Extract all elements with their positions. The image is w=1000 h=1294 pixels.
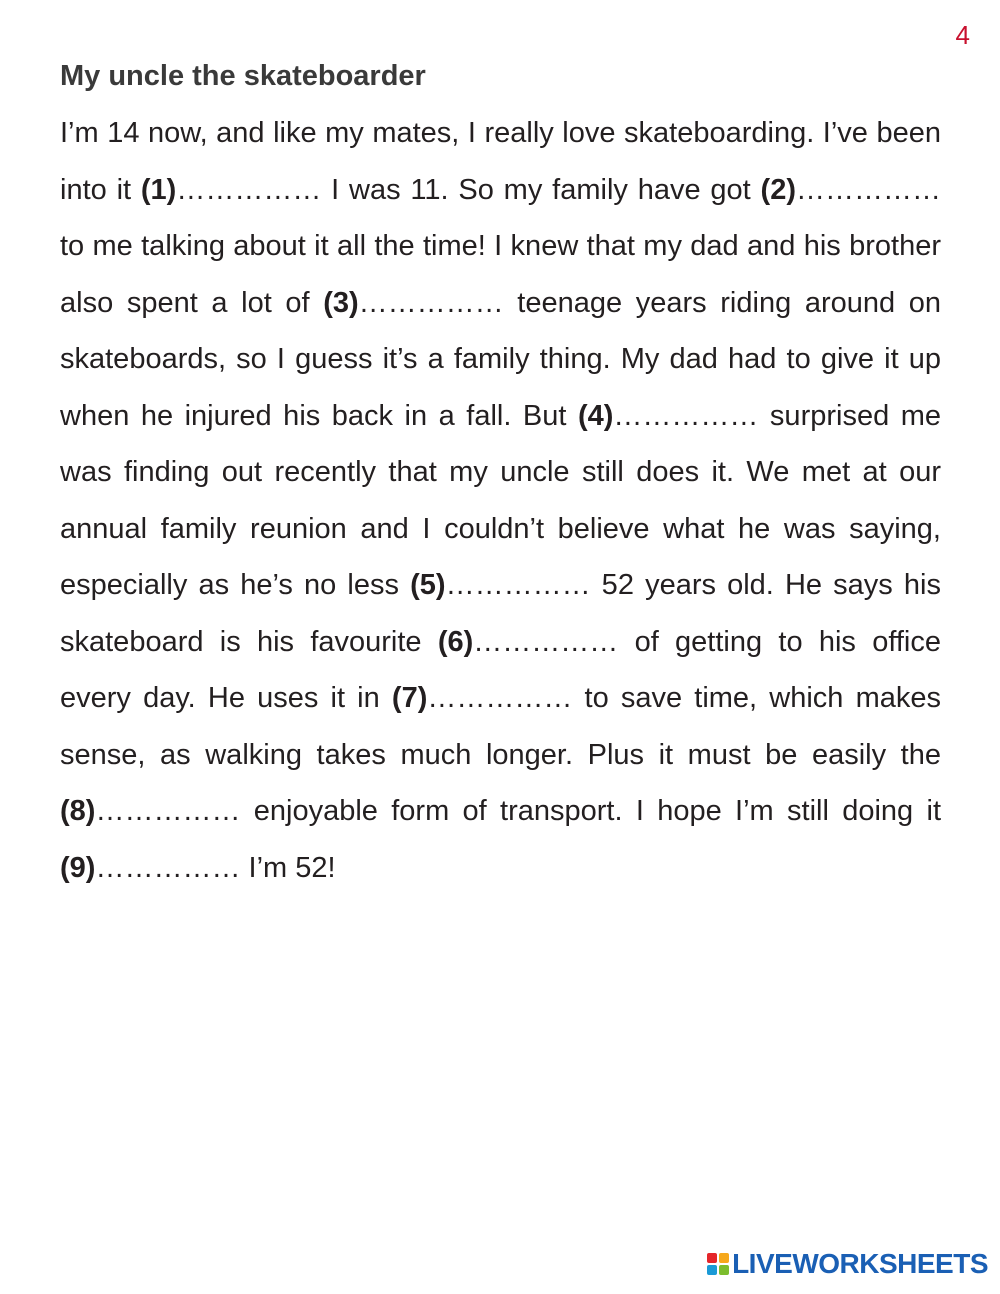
- gap-dots[interactable]: ……………: [473, 625, 619, 658]
- passage-text: enjoyable form of transport. I hope I’m still doing it: [240, 795, 941, 827]
- page-title: My uncle the skateboarder: [60, 60, 426, 92]
- gap-dots[interactable]: ……………: [613, 399, 759, 432]
- answer-gap-1[interactable]: [141, 174, 321, 206]
- passage-text: to me talking about it all the time! I knew that my dad and his brother also spent a lot of: [60, 230, 941, 319]
- passage-text: to save time, which makes sense, as walking takes much longer. Plus it must be easily the: [60, 682, 941, 771]
- gap-number: (7): [391, 682, 428, 714]
- answer-gap-9[interactable]: [60, 852, 240, 884]
- liveworksheets-logo-icon: [707, 1253, 729, 1275]
- gap-number: (1): [140, 173, 177, 206]
- liveworksheets-logo: [707, 1248, 988, 1280]
- gap-dots[interactable]: ……………: [445, 569, 591, 601]
- logo-square: [719, 1253, 729, 1263]
- logo-square: [719, 1265, 729, 1275]
- logo-text: LIVEWORKSHEETS: [732, 1248, 988, 1279]
- passage-text: of getting to his office every day. He uses it in: [60, 625, 941, 714]
- answer-gap-7[interactable]: [392, 682, 572, 714]
- answer-gap-2[interactable]: [761, 174, 941, 206]
- gap-number: (6): [437, 625, 474, 658]
- passage-text: I’m 52!: [240, 851, 336, 884]
- gap-number: (9): [60, 851, 96, 884]
- passage-text: I’m 14 now, and like my mates, I really love skateboarding. I’ve been into it: [60, 117, 941, 206]
- answer-gap-5[interactable]: [410, 569, 590, 601]
- page-number: 4: [955, 20, 970, 50]
- answer-gap-3[interactable]: [323, 287, 503, 319]
- gap-number: (3): [323, 286, 359, 319]
- logo-square: [707, 1253, 717, 1263]
- answer-gap-8[interactable]: [60, 795, 240, 827]
- gap-dots[interactable]: ……………: [176, 173, 322, 206]
- gap-number: (2): [760, 173, 796, 206]
- gap-number: (8): [60, 795, 96, 827]
- passage-text: surprised me was finding out recently that my uncle still does it. We met at our annual family reunion and I couldn’t believe what he was saying, especially as he’s no less: [60, 399, 942, 601]
- reading-passage: [60, 105, 941, 896]
- gap-dots[interactable]: ……………: [95, 795, 241, 827]
- gap-number: (5): [410, 569, 446, 601]
- gap-number: (4): [577, 399, 614, 432]
- answer-gap-6[interactable]: [438, 626, 618, 658]
- logo-square: [707, 1265, 717, 1275]
- answer-gap-4[interactable]: [578, 400, 758, 432]
- passage-text: teenage years riding around on skateboards, so I guess it’s a family thing. My dad had to give it up when he injured his back in a fall. But: [60, 286, 941, 432]
- passage-text: I was 11. So my family have got: [321, 173, 761, 206]
- gap-dots[interactable]: ……………: [427, 682, 573, 714]
- gap-dots[interactable]: ……………: [358, 286, 504, 319]
- gap-dots[interactable]: ……………: [795, 173, 941, 206]
- passage-text: 52 years old. He says his skateboard is his favourite: [60, 569, 942, 658]
- gap-dots[interactable]: ……………: [95, 851, 241, 884]
